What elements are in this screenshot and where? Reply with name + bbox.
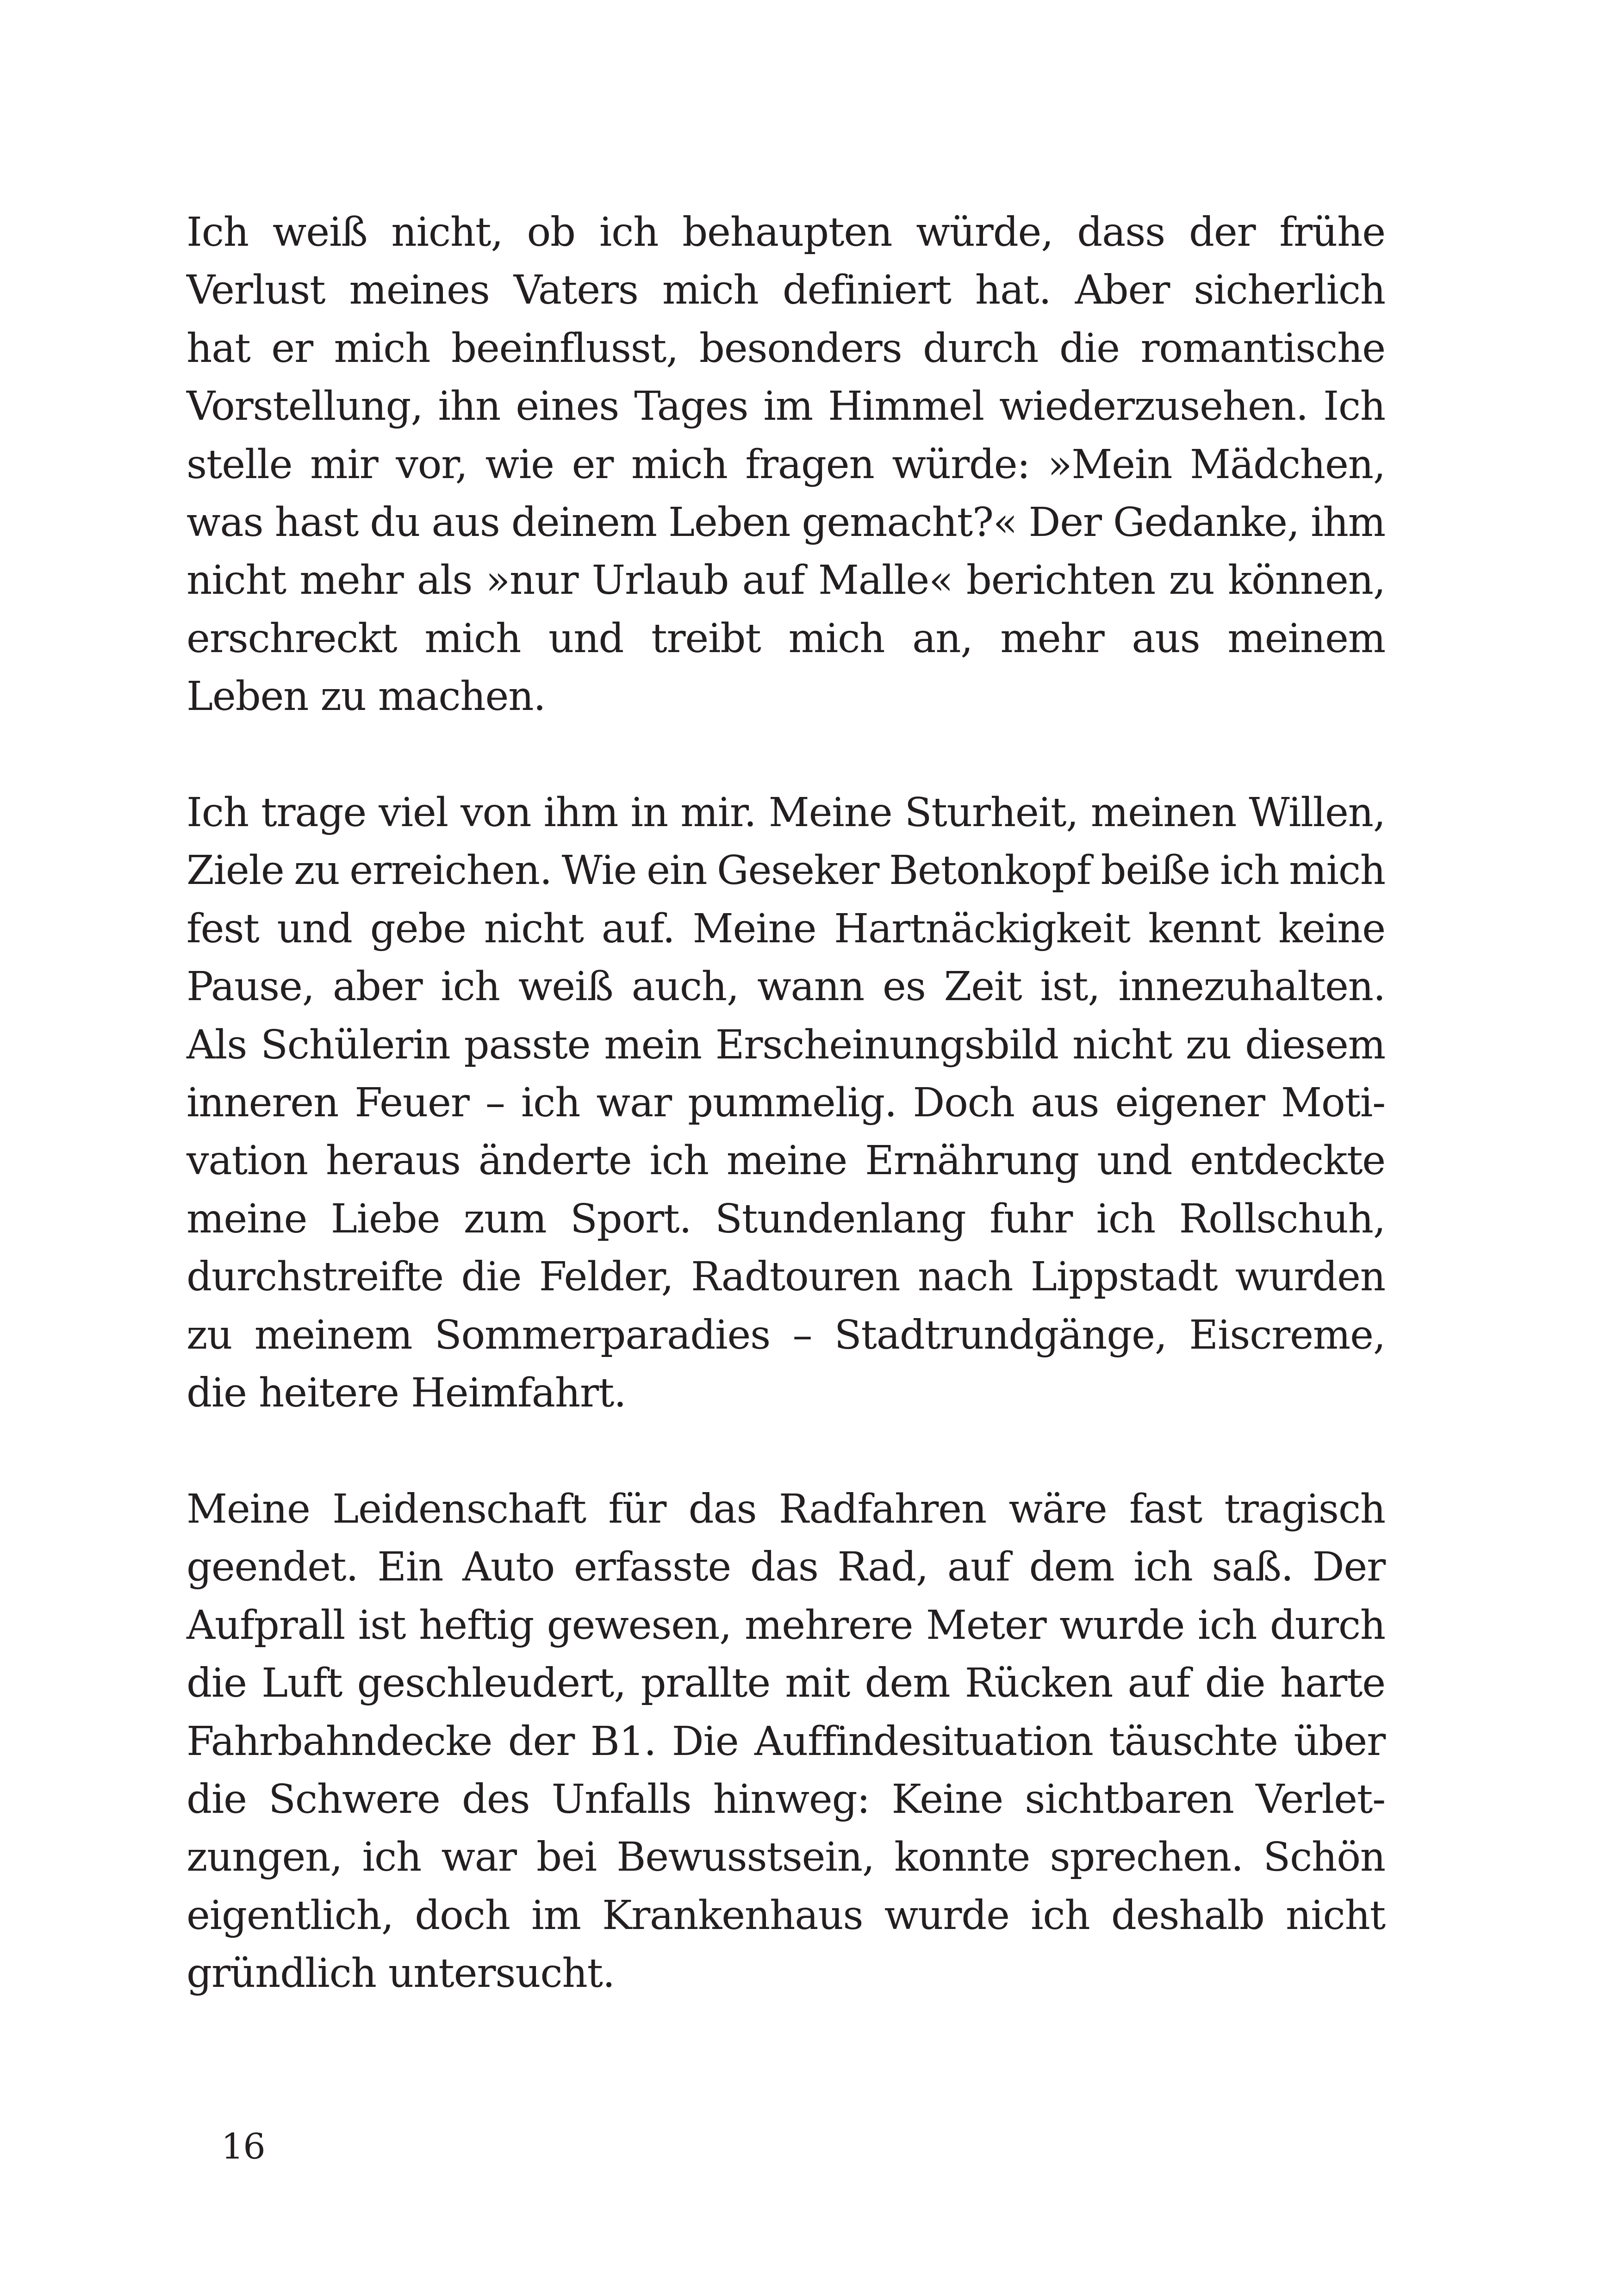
text-line: stelle mir vor, wie er mich fragen würde: »Mein Mädchen, bbox=[187, 441, 1385, 488]
text-line: Aufprall ist heftig gewesen, mehrere Meter wurde ich durch bbox=[187, 1602, 1385, 1649]
text-line: inneren Feuer – ich war pummelig. Doch aus eigener Moti- bbox=[187, 1079, 1385, 1126]
text-line: die Schwere des Unfalls hinweg: Keine sichtbaren Verlet- bbox=[187, 1776, 1385, 1823]
text-line: Ziele zu erreichen. Wie ein Geseker Betonkopf beiße ich mich bbox=[187, 847, 1385, 894]
text-line: vation heraus änderte ich meine Ernährung und entdeckte bbox=[187, 1138, 1385, 1184]
text-line: Leben zu machen. bbox=[187, 673, 546, 720]
text-line: eigentlich, doch im Krankenhaus wurde ich deshalb nicht bbox=[187, 1892, 1385, 1939]
text-line: hat er mich beeinflusst, besonders durch die romantische bbox=[187, 325, 1385, 372]
text-line: die Luft geschleudert, prallte mit dem Rücken auf die harte bbox=[187, 1660, 1385, 1707]
text-line: Fahrbahndecke der B1. Die Auffindesituation täuschte über bbox=[187, 1718, 1385, 1765]
text-line: Als Schülerin passte mein Erscheinungsbild nicht zu diesem bbox=[187, 1021, 1385, 1068]
text-line: Ich trage viel von ihm in mir. Meine Sturheit, meinen Willen, bbox=[187, 790, 1385, 836]
text-line: geendet. Ein Auto erfasste das Rad, auf dem ich saß. Der bbox=[187, 1544, 1385, 1591]
text-line: Verlust meines Vaters mich definiert hat. Aber sicherlich bbox=[187, 267, 1385, 314]
text-line: Vorstellung, ihn eines Tages im Himmel wiederzusehen. Ich bbox=[187, 383, 1385, 430]
paragraph-2 bbox=[187, 784, 1385, 1422]
text-line: Pause, aber ich weiß auch, wann es Zeit ist, innezuhalten. bbox=[187, 964, 1385, 1010]
text-line: Meine Leidenschaft für das Radfahren wäre fast tragisch bbox=[187, 1486, 1385, 1532]
text-line: fest und gebe nicht auf. Meine Hartnäckigkeit kennt keine bbox=[187, 905, 1385, 952]
text-line: zungen, ich war bei Bewusstsein, konnte sprechen. Schön bbox=[187, 1834, 1385, 1881]
paragraph-1 bbox=[187, 204, 1385, 726]
text-line: Ich weiß nicht, ob ich behaupten würde, dass der frühe bbox=[187, 209, 1385, 255]
text-line: nicht mehr als »nur Urlaub auf Malle« berichten zu können, bbox=[187, 557, 1385, 604]
text-line: meine Liebe zum Sport. Stundenlang fuhr ich Rollschuh, bbox=[187, 1195, 1385, 1242]
text-line: was hast du aus deinem Leben gemacht?« Der Gedanke, ihm bbox=[187, 499, 1385, 546]
text-line: die heitere Heimfahrt. bbox=[187, 1369, 626, 1416]
text-line: zu meinem Sommerparadies – Stadtrundgänge, Eiscreme, bbox=[187, 1312, 1385, 1358]
paragraph-3 bbox=[187, 1481, 1385, 2003]
text-line: erschreckt mich und treibt mich an, mehr aus meinem bbox=[187, 615, 1385, 662]
page-number: 16 bbox=[221, 2126, 265, 2167]
text-line: gründlich untersucht. bbox=[187, 1950, 615, 1997]
text-line: durchstreifte die Felder, Radtouren nach Lippstadt wurden bbox=[187, 1254, 1385, 1300]
